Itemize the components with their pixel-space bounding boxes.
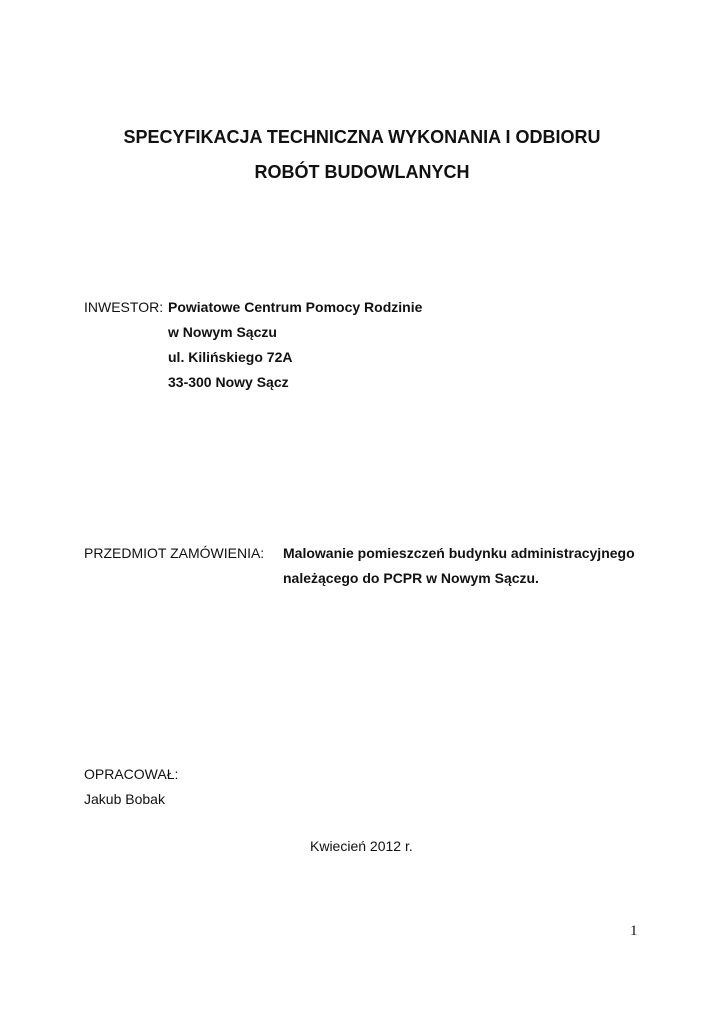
author-name: Jakub Bobak bbox=[84, 791, 165, 807]
page-number: 1 bbox=[630, 923, 638, 939]
investor-street: ul. Kilińskiego 72A bbox=[168, 349, 293, 365]
document-title-line-2: ROBÓT BUDOWLANYCH bbox=[254, 162, 470, 182]
subject-description-line-1: Malowanie pomieszczeń budynku administracyjnego bbox=[283, 545, 635, 561]
investor-label: INWESTOR: bbox=[84, 299, 164, 315]
subject-label: PRZEDMIOT ZAMÓWIENIA: bbox=[84, 545, 265, 561]
subject-description-line-2: należącego do PCPR w Nowym Sączu. bbox=[283, 570, 539, 586]
document-date: Kwiecień 2012 r. bbox=[310, 838, 413, 854]
author-label: OPRACOWAŁ: bbox=[84, 766, 179, 782]
investor-name: Powiatowe Centrum Pomocy Rodzinie bbox=[168, 299, 423, 315]
investor-city-line: w Nowym Sączu bbox=[168, 324, 277, 340]
document-title-line-1: SPECYFIKACJA TECHNICZNA WYKONANIA I ODBIORU bbox=[123, 127, 601, 147]
investor-postal-code: 33-300 Nowy Sącz bbox=[168, 374, 289, 390]
